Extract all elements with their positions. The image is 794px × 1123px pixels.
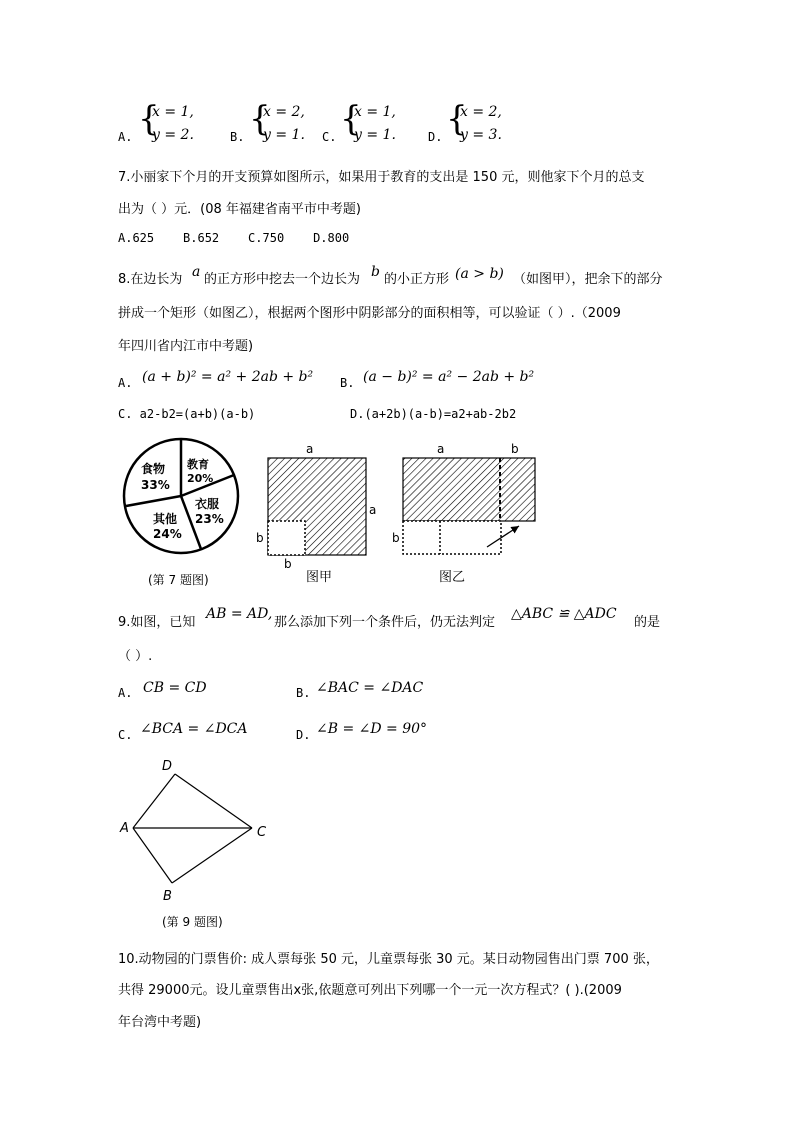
q10-line-3: 年台湾中考题) <box>118 1015 202 1030</box>
jia-label-left: b <box>256 531 264 545</box>
q7-options: A.625 B.652 C.750 D.800 <box>118 231 350 245</box>
figure-q9 <box>119 759 267 929</box>
q9-caption: (第 9 题图) <box>162 915 223 929</box>
q8-option-c: C. a2-b2=(a+b)(a-b) <box>118 407 256 421</box>
q9-text: 的是 <box>634 615 661 630</box>
option-letter: B. <box>230 130 245 144</box>
vertex-B: B <box>163 889 172 904</box>
pie-value-food: 33% <box>141 478 170 492</box>
jia-label-right: a <box>369 503 377 517</box>
equation-line: y = 1. <box>354 127 396 143</box>
option-letter: B. <box>296 686 311 700</box>
pie-value-education: 20% <box>187 472 214 485</box>
q8-option-d: D.(a+2b)(a-b)=a2+ab-2b2 <box>350 407 517 421</box>
option-letter: D. <box>428 130 443 144</box>
equation-line: y = 1. <box>263 127 305 143</box>
option-letter: C. <box>118 728 133 742</box>
yi-caption: 图乙 <box>439 570 466 585</box>
pie-caption: (第 7 题图) <box>148 573 209 587</box>
jia-label-bottom: b <box>284 557 292 571</box>
formula: (a + b)² = a² + 2ab + b² <box>142 369 314 385</box>
q8-text: 的正方形中挖去一个边长为 <box>204 272 361 287</box>
q9-text: 9.如图，已知 <box>118 615 196 630</box>
pie-label-clothes: 衣服 <box>195 497 220 511</box>
option-letter: A. <box>118 376 133 390</box>
congruence: △ABC ≌ △ADC <box>511 606 617 622</box>
equation-line: x = 2, <box>460 104 502 120</box>
q8-text: 的小正方形 <box>384 272 450 287</box>
vertex-C: C <box>257 825 267 840</box>
q9-line-2: （ ）. <box>118 649 153 664</box>
yi-label-top-a: a <box>437 442 445 456</box>
jia-label-top: a <box>306 442 314 456</box>
segment-AB <box>133 828 172 883</box>
jia-caption: 图甲 <box>306 570 333 585</box>
given: AB = AD, <box>206 606 273 622</box>
equation-line: y = 3. <box>460 127 502 143</box>
yi-rectangle <box>403 458 535 521</box>
equation-line: x = 1, <box>152 104 194 120</box>
option-letter: C. <box>322 130 337 144</box>
pie-value-other: 24% <box>153 527 182 541</box>
var-a: a <box>192 264 201 280</box>
brace-icon: { <box>340 99 362 139</box>
option-letter: A. <box>118 686 133 700</box>
var-b: b <box>371 264 380 280</box>
segment-DC <box>175 774 252 828</box>
formula: CB = CD <box>143 680 207 696</box>
q8-text: 8.在边长为 <box>118 272 183 287</box>
yi-label-left: b <box>392 531 400 545</box>
option-letter: D. <box>296 728 311 742</box>
yi-label-top-b: b <box>511 442 519 456</box>
q8-line-3: 年四川省内江市中考题) <box>118 339 254 354</box>
q7-line-2: 出为（ ）元．(08 年福建省南平市中考题) <box>118 202 361 217</box>
condition: (a > b) <box>455 266 504 282</box>
pie-label-other: 其他 <box>153 512 178 526</box>
brace-icon: { <box>138 99 160 139</box>
segment-BC <box>172 828 252 883</box>
option-letter: A. <box>118 130 133 144</box>
equation-line: y = 2. <box>152 127 194 143</box>
q9-text: 那么添加下列一个条件后，仍无法判定 <box>274 615 496 630</box>
figure-jia <box>256 442 376 585</box>
formula: ∠BAC = ∠DAC <box>316 680 424 696</box>
equation-line: x = 2, <box>263 104 305 120</box>
equation-line: x = 1, <box>354 104 396 120</box>
brace-icon: { <box>249 99 271 139</box>
option-letter: B. <box>340 376 355 390</box>
formula: ∠B = ∠D = 90° <box>316 721 428 737</box>
figure-yi <box>392 442 535 585</box>
vertex-D: D <box>162 759 173 774</box>
q8-text: （如图甲），把余下的部分 <box>513 272 663 287</box>
pie-label-education: 教育 <box>187 458 209 471</box>
formula: ∠BCA = ∠DCA <box>140 721 248 737</box>
pie-chart <box>124 439 238 587</box>
brace-icon: { <box>446 99 468 139</box>
pie-label-food: 食物 <box>141 462 166 476</box>
formula: (a − b)² = a² − 2ab + b² <box>363 369 535 385</box>
q8-line-2: 拼成一个矩形（如图乙），根据两个图形中阴影部分的面积相等，可以验证（ ）.（2009 <box>118 306 621 321</box>
pie-value-clothes: 23% <box>195 512 224 526</box>
jia-small-square <box>268 521 305 555</box>
q10-line-2: 共得 29000元。设儿童票售出x张,依题意可列出下列哪一个一元一次方程式？( ).(2009 <box>118 983 622 998</box>
q7-line-1: 7.小丽家下个月的开支预算如图所示，如果用于教育的支出是 150 元，则他家下个月的总支 <box>118 170 645 185</box>
q10-line-1: 10.动物园的门票售价: 成人票每张 50 元，儿童票每张 30 元。某日动物园售出门票 700 张， <box>118 952 659 967</box>
segment-AD <box>133 774 175 828</box>
yi-dotted-rect <box>403 521 501 554</box>
vertex-A: A <box>120 821 129 836</box>
